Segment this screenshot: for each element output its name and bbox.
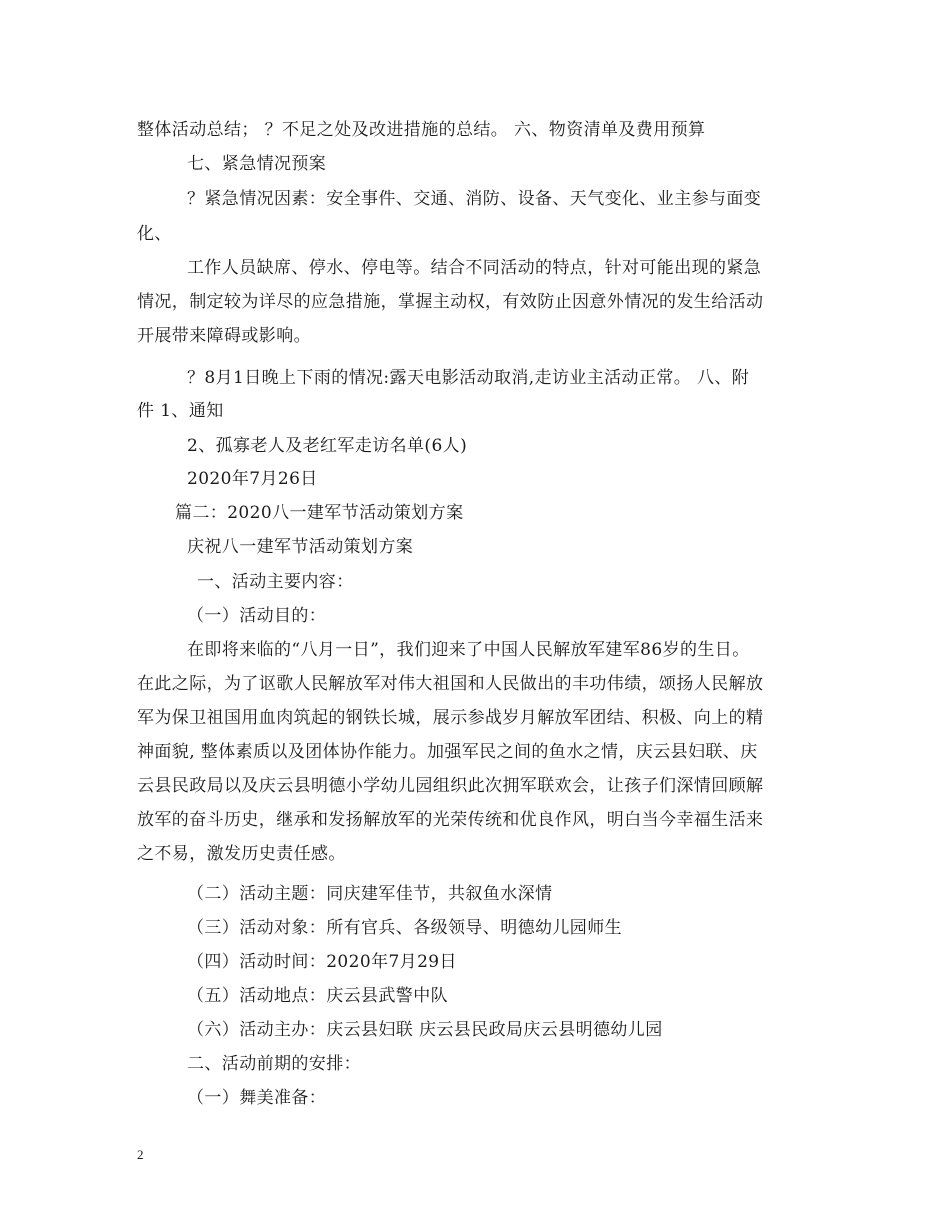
text-line: 放军的奋斗历史，继承和发扬解放军的光荣传统和优良作风，明白当今幸福生活来 [137, 810, 764, 830]
section-heading: 二、活动前期的安排： [187, 1054, 361, 1074]
text-line: 件 1、通知 [137, 401, 224, 421]
subsection-heading: （一）活动目的： [187, 606, 327, 626]
subsection-heading: （一）舞美准备： [187, 1088, 327, 1108]
text-line: 整体活动总结； ？不足之处及改进措施的总结。 六、物资清单及费用预算 [137, 120, 706, 140]
section-heading: 篇二：2020八一建军节活动策划方案 [175, 503, 464, 523]
text-line: 开展带来障碍或影响。 [137, 326, 311, 346]
text-line: 军为保卫祖国用血肉筑起的钢铁长城，展示参战岁月解放军团结、积极、向上的精 [137, 708, 764, 728]
list-item: （五）活动地点：庆云县武警中队 [187, 986, 448, 1006]
list-item: （四）活动时间：2020年7月29日 [187, 952, 457, 972]
text-line: 神面貌, 整体素质以及团体协作能力。加强军民之间的鱼水之情，庆云县妇联、庆 [137, 742, 758, 762]
list-item: （二）活动主题：同庆建军佳节，共叙鱼水深情 [187, 884, 553, 904]
text-line: ？紧急情况因素：安全事件、交通、消防、设备、天气变化、业主参与面变 [187, 189, 762, 209]
text-line: 之不易，激发历史责任感。 [137, 844, 346, 864]
text-line: 在此之际，为了讴歌人民解放军对伟大祖国和人民做出的丰功伟绩，颂扬人民解放 [137, 674, 764, 694]
text-line: 七、紧急情况预案 [187, 154, 327, 174]
list-item: （六）活动主办：庆云县妇联 庆云县民政局庆云县明德幼儿园 [187, 1020, 663, 1040]
text-line: 2、孤寡老人及老红军走访名单(6人) [187, 436, 468, 456]
text-line: 2020年7月26日 [187, 469, 318, 489]
text-line: 化、 [137, 224, 172, 244]
section-heading: 一、活动主要内容： [197, 572, 354, 592]
text-line: ？8月1日晚上下雨的情况:露天电影活动取消,走访业主活动正常。 八、附 [187, 368, 750, 388]
page-number: 2 [137, 1147, 144, 1162]
document-title: 庆祝八一建军节活动策划方案 [187, 537, 414, 557]
text-line: 情况，制定较为详尽的应急措施，掌握主动权，有效防止因意外情况的发生给活动 [137, 292, 764, 312]
text-line: 工作人员缺席、停水、停电等。结合不同活动的特点，针对可能出现的紧急 [187, 258, 762, 278]
list-item: （三）活动对象：所有官兵、各级领导、明德幼儿园师生 [187, 918, 622, 938]
text-line: 在即将来临的“八月一日”，我们迎来了中国人民解放军建军86岁的生日。 [187, 640, 750, 660]
text-line: 云县民政局以及庆云县明德小学幼儿园组织此次拥军联欢会，让孩子们深情回顾解 [137, 776, 764, 796]
